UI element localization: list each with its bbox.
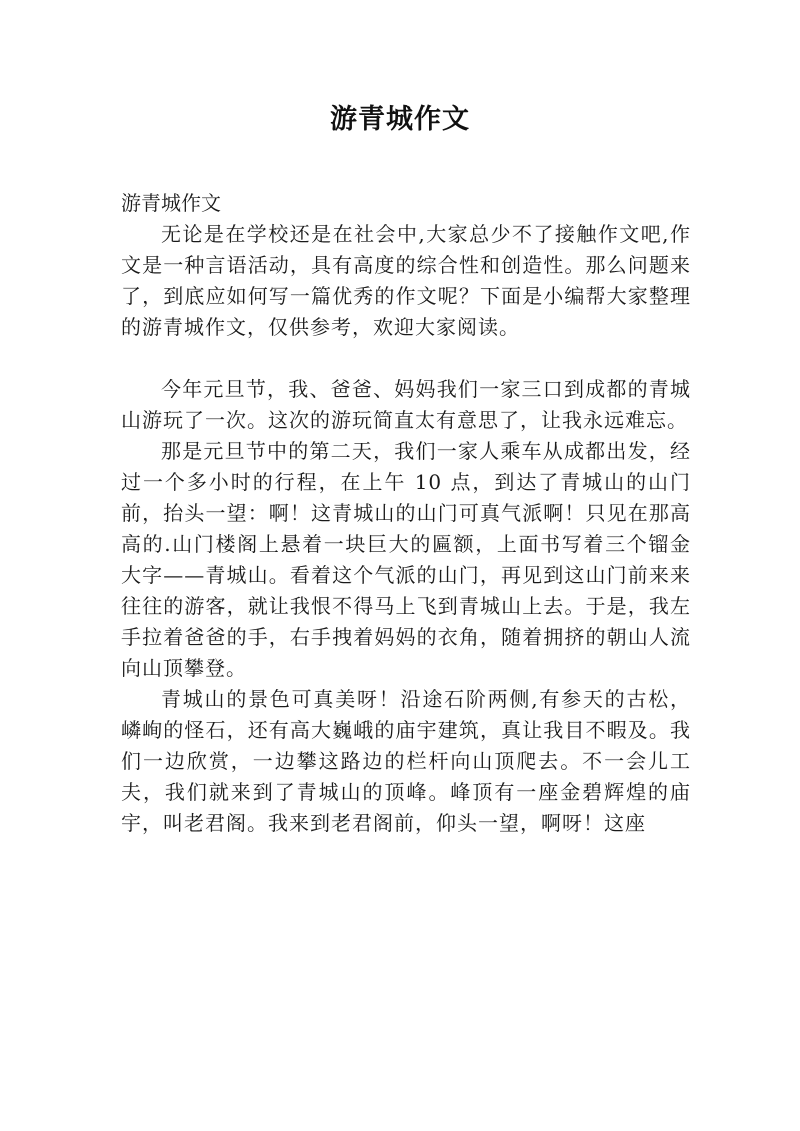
paragraph-intro: 无论是在学校还是在社会中,大家总少不了接触作文吧,作文是一种言语活动，具有高度的综合性和创造性。那么问题来了，到底应如何写一篇优秀的作文呢？下面是小编帮大家整理的游青城作文，仅供参考，欢迎大家阅读。	[121, 222, 691, 339]
document-subtitle: 游青城作文	[121, 191, 221, 215]
document-title: 游青城作文	[330, 104, 470, 135]
paragraph-mountain-gate: 那是元旦节中的第二天，我们一家人乘车从成都出发，经过一个多小时的行程，在上午 10 点，到达了青城山的山门前，抬头一望：啊！这青城山的山门可真气派啊！只见在那高高的.山门楼阁上悬着一块巨大的匾额，上面书写着三个镏金大字——青城山。看着这个气派的山门，再见到这山门前来来往往的游客，就让我恨不得马上飞到青城山上去。于是，我左手拉着爸爸的手，右手拽着妈妈的衣角，随着拥挤的朝山人流向山顶攀登。	[121, 439, 691, 680]
paragraph-new-year-trip: 今年元旦节，我、爸爸、妈妈我们一家三口到成都的青城山游玩了一次。这次的游玩简直太有意思了，让我永远难忘。	[121, 377, 691, 432]
paragraph-mountain-scenery: 青城山的景色可真美呀！沿途石阶两侧,有参天的古松，嶙峋的怪石，还有高大巍峨的庙宇建筑，真让我目不暇及。我们一边欣赏，一边攀这路边的栏杆向山顶爬去。不一会儿工夫，我们就来到了青城山的顶峰。峰顶有一座金碧辉煌的庙宇，叫老君阁。我来到老君阁前，仰头一望，啊呀！这座	[121, 687, 691, 835]
document-body	[121, 188, 691, 839]
